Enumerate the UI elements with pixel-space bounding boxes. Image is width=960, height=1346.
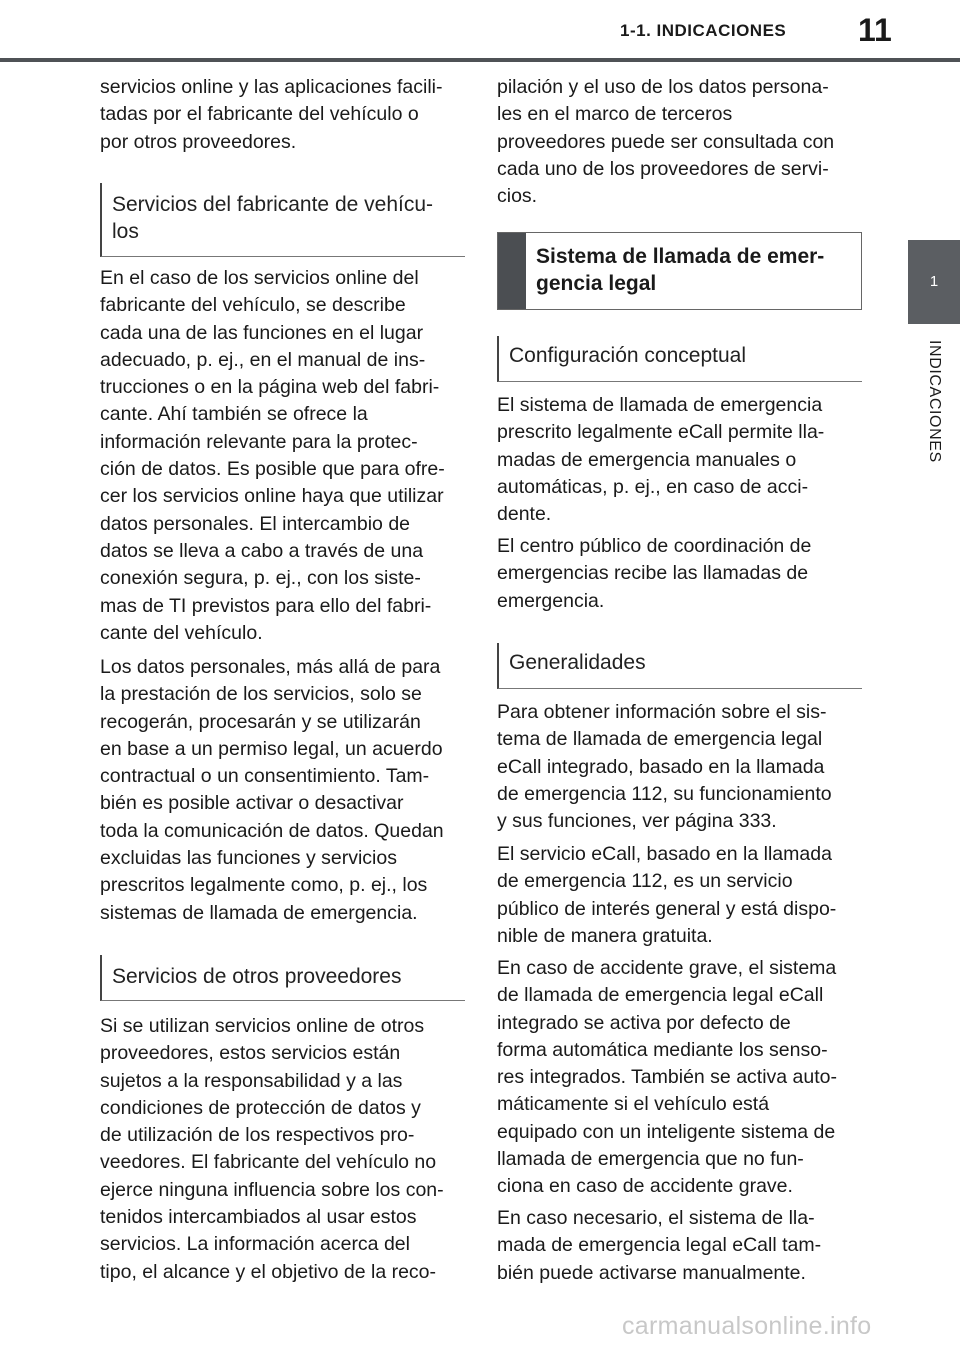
text-line: de emergencia 112, su funcionamiento [497,782,832,805]
text-line: El sistema de llamada de emergencia [497,394,823,416]
heading-accent-bar [498,233,526,309]
text-line: de emergencia 112, es un servicio [497,870,793,893]
chapter-side-label [909,340,959,540]
heading-manufacturer-services [100,183,465,257]
text-line: dente. [497,503,552,526]
text-line: máticamente si el vehículo está [497,1093,770,1116]
text-line: datos personales. El intercambio de [100,512,411,535]
paragraph-other-providers [100,1013,465,1286]
text-line: cios. [497,185,538,208]
text-line: cer los servicios online haya que utilizar [100,485,444,508]
heading-general-text: Generalidades [509,651,646,674]
text-line: prescritos legalmente como, p. ej., los [100,874,428,897]
chapter-tab[interactable] [908,240,960,324]
heading-general [497,643,862,689]
text-line: emergencias recibe las llamadas de [497,562,809,585]
text-line: Servicios del fabricante de vehícu- [112,193,433,216]
text-line: de llamada de emergencia legal eCall [497,984,824,1007]
text-line: ción de datos. Es posible que para ofre- [100,458,445,481]
text-line: cada una de las funciones en el lugar [100,321,424,344]
text-line: ciona en caso de accidente grave. [497,1175,793,1198]
text-line: cante del vehículo. [100,621,263,644]
text-line: y sus funciones, ver página 333. [497,810,777,833]
text-line: datos se lleva a cabo a través de una [100,539,424,562]
text-line: automáticas, p. ej., en caso de acci- [497,475,809,498]
page-header [0,0,960,62]
heading-conceptual-configuration [497,336,862,382]
text-line: trucciones o en la página web del fabri- [100,376,440,399]
heading-manufacturer-services-text [112,191,465,245]
text-line: bién puede activarse manualmente. [497,1261,806,1284]
paragraph-manufacturer-services [100,265,465,647]
paragraph-ecall-description [497,392,862,528]
text-line: En el caso de los servicios online del [100,267,419,289]
text-line: equipado con un inteligente sistema de [497,1120,836,1143]
text-line: El centro público de coordinación de [497,535,812,557]
text-line: tipo, el alcance y el objetivo de la reco- [100,1260,437,1283]
text-line: sistemas de llamada de emergencia. [100,901,418,924]
text-line: tenidos intercambiados al usar estos [100,1206,417,1229]
text-line: ejerce ninguna influencia sobre los con- [100,1178,444,1201]
text-line: por otros proveedores. [100,130,297,153]
text-line: El servicio eCall, basado en la llamada [497,843,832,865]
chapter-tab-number: 1 [929,273,939,290]
paragraph-manual-activation [497,1205,862,1287]
text-line: los [112,220,139,243]
section-title: 1-1. INDICACIONES [620,21,787,40]
text-line: en base a un permiso legal, un acuerdo [100,737,443,760]
text-line: forma automática mediante los senso- [497,1038,828,1061]
text-line: bién es posible activar o desactivar [100,792,404,815]
chapter-side-label-text: INDICACIONES [926,340,943,463]
text-line: gencia legal [536,272,657,295]
header-rule [0,58,960,62]
text-line: En caso necesario, el sistema de lla- [497,1207,815,1229]
text-line: fabricante del vehículo, se describe [100,294,406,317]
paragraph-personal-data [100,654,465,927]
text-line: proveedores, estos servicios están [100,1042,401,1065]
text-line: cada uno de los proveedores de servi- [497,157,829,180]
text-line: excluidas las funciones y servicios [100,847,397,870]
heading-other-providers [100,955,465,1001]
text-line: servicios online y las aplicaciones facili- [100,76,443,98]
page-number: 11 [858,12,892,48]
watermark: carmanualsonline.info [622,1312,872,1340]
text-line: tema de llamada de emergencia legal [497,728,823,751]
text-line: pilación y el uso de los datos persona- [497,76,829,98]
text-line: condiciones de protección de datos y [100,1096,421,1119]
text-line: adecuado, p. ej., en el manual de ins- [100,348,426,371]
text-line: toda la comunicación de datos. Quedan [100,819,444,842]
text-line: la prestación de los servicios, solo se [100,683,422,706]
text-line: prescrito legalmente eCall permite lla- [497,421,825,444]
text-line: Los datos personales, más allá de para [100,656,441,678]
text-line: sujetos a la responsabilidad y a las [100,1069,403,1092]
text-line: información relevante para la protec- [100,430,418,453]
text-line: llamada de emergencia que no fun- [497,1148,804,1171]
text-line: de utilización de los respectivos pro- [100,1124,415,1147]
text-line: Para obtener información sobre el sis- [497,701,827,723]
text-line: público de interés general y está dispo- [497,897,837,920]
text-line: proveedores puede ser consultada con [497,130,835,153]
paragraph-ecall-service [497,841,862,950]
text-line: cante. Ahí también se ofrece la [100,403,368,426]
text-line: veedores. El fabricante del vehículo no [100,1151,437,1174]
heading-other-providers-text: Servicios de otros proveedores [112,965,402,988]
paragraph-public-center [497,533,862,615]
text-line: res integrados. También se activa auto- [497,1066,837,1089]
text-line: tadas por el fabricante del vehículo o [100,103,419,126]
text-line: eCall integrado, basado en la llamada [497,755,825,778]
text-line: servicios. La información acerca del [100,1233,410,1256]
heading-emergency-call-system [497,232,862,310]
text-line: En caso de accidente grave, el sistema [497,957,837,979]
heading-conceptual-configuration-text: Configuración conceptual [509,344,746,367]
text-line: Si se utilizan servicios online de otros [100,1015,425,1037]
text-line: emergencia. [497,589,605,612]
heading-emergency-call-system-text [536,243,854,297]
right-intro-paragraph [497,74,862,210]
left-intro-paragraph [100,74,465,156]
text-line: contractual o un consentimiento. Tam- [100,765,430,788]
text-line: mas de TI previstos para ello del fabri- [100,594,432,617]
text-line: recogerán, procesarán y se utilizarán [100,710,421,733]
text-line: integrado se activa por defecto de [497,1011,791,1034]
text-line: Sistema de llamada de emer- [536,245,825,268]
paragraph-ecall-info [497,699,862,835]
paragraph-accident-activation [497,955,862,1201]
text-line: les en el marco de terceros [497,103,733,126]
text-line: conexión segura, p. ej., con los siste- [100,567,421,590]
text-line: madas de emergencia manuales o [497,448,797,471]
text-line: nible de manera gratuita. [497,924,713,947]
text-line: mada de emergencia legal eCall tam- [497,1234,822,1257]
